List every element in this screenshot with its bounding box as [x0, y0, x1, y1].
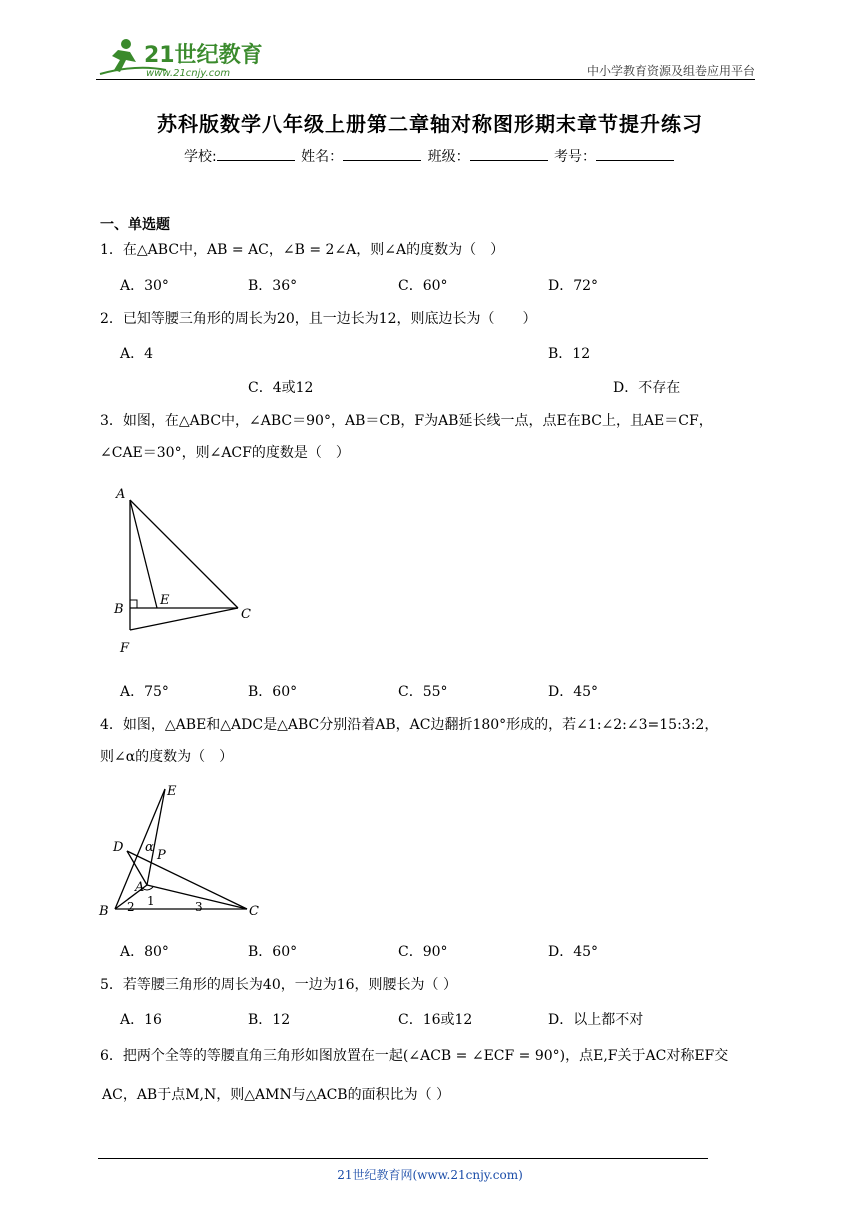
q4-option-d[interactable]: D．45° [548, 944, 599, 960]
q4-option-c[interactable]: C．90° [398, 944, 448, 960]
q1-option-d[interactable]: D．72° [548, 278, 599, 294]
school-label: 学校: [183, 149, 217, 165]
q3-label-e: E [160, 593, 170, 608]
question-5-stem: 5．若等腰三角形的周长为40，一边为16，则腰长为（ ） [100, 977, 457, 993]
name-label: 姓名： [301, 149, 344, 165]
q2-option-a[interactable]: A．4 [120, 346, 154, 362]
q3-label-c: C [241, 607, 251, 622]
q4-option-a[interactable]: A．80° [120, 944, 169, 960]
q5-option-d[interactable]: D．以上都不对 [548, 1012, 644, 1028]
q4-label-b: B [99, 904, 109, 919]
q1-option-a[interactable]: A．30° [120, 278, 169, 294]
q2-option-b[interactable]: B．12 [548, 346, 591, 362]
q1-option-c[interactable]: C．60° [398, 278, 448, 294]
q3-label-f: F [120, 641, 130, 656]
question-1-stem: 1．在△ABC中，AB = AC，∠B = 2∠A，则∠A的度数为（ ） [100, 242, 505, 258]
site-label: 中小学教育资源及组卷应用平台 [586, 64, 755, 78]
q4-label-2: 2 [127, 900, 135, 914]
q4-label-alpha: α [145, 840, 154, 855]
q4-label-p: P [157, 848, 166, 863]
q3-triangle-figure [110, 480, 270, 660]
question-4-stem-line2: 则∠α的度数为（ ） [100, 749, 234, 765]
q3-option-d[interactable]: D．45° [548, 684, 599, 700]
student-info-fields [0, 146, 860, 166]
q3-option-c[interactable]: C．55° [398, 684, 448, 700]
q1-option-b[interactable]: B．36° [248, 278, 298, 294]
logo-url: www.21cnjy.com [146, 68, 231, 79]
q2-option-d[interactable]: D．不存在 [613, 380, 681, 396]
header-divider [96, 79, 755, 80]
q3-option-a[interactable]: A．75° [120, 684, 169, 700]
section-heading: 一、单选题 [100, 217, 170, 233]
q4-label-e: E [167, 784, 177, 799]
q3-label-b: B [114, 602, 124, 617]
logo-text: 21世纪教育 [144, 43, 263, 68]
question-3-stem-line1: 3．如图，在△ABC中，∠ABC＝90°，AB＝CB，F为AB延长线一点，点E在BC上，且AE＝CF， [100, 413, 713, 429]
question-4-stem-line1: 4．如图，△ABE和△ADC是△ABC分别沿着AB，AC边翻折180°形成的，若∠1:∠2:∠3=15:3:2， [100, 717, 719, 733]
school-blank[interactable] [217, 147, 295, 161]
exam-no-label: 考号： [554, 149, 597, 165]
page-title: 苏科版数学八年级上册第二章轴对称图形期末章节提升练习 [157, 112, 703, 136]
class-blank[interactable] [470, 147, 548, 161]
footer-divider [98, 1158, 708, 1159]
q4-label-1: 1 [147, 894, 155, 908]
q4-option-b[interactable]: B．60° [248, 944, 298, 960]
q4-fold-figure [95, 775, 275, 925]
q3-label-a: A [116, 487, 126, 502]
q4-label-a: A [135, 880, 145, 895]
question-2-stem: 2．已知等腰三角形的周长为20，且一边长为12，则底边长为（ ） [100, 311, 537, 327]
question-6-stem-line2: AC，AB于点M,N，则△AMN与△ACB的面积比为（ ） [102, 1087, 451, 1103]
q5-option-c[interactable]: C．16或12 [398, 1012, 473, 1028]
q4-label-3: 3 [195, 900, 203, 914]
q5-option-b[interactable]: B．12 [248, 1012, 291, 1028]
q5-option-a[interactable]: A．16 [120, 1012, 162, 1028]
class-label: 班级： [427, 149, 470, 165]
q3-option-b[interactable]: B．60° [248, 684, 298, 700]
site-logo [96, 34, 266, 80]
q4-label-d: D [113, 840, 124, 855]
question-3-stem-line2: ∠CAE＝30°，则∠ACF的度数是（ ） [100, 445, 350, 461]
q2-option-c[interactable]: C．4或12 [248, 380, 314, 396]
question-6-stem-line1: 6．把两个全等的等腰直角三角形如图放置在一起(∠ACB = ∠ECF = 90°)，点E,F关于AC对称EF交 [100, 1048, 729, 1064]
footer-text[interactable]: 21世纪教育网(www.21cnjy.com) [337, 1168, 523, 1182]
q4-label-c: C [249, 904, 259, 919]
name-blank[interactable] [343, 147, 421, 161]
exam-no-blank[interactable] [596, 147, 674, 161]
